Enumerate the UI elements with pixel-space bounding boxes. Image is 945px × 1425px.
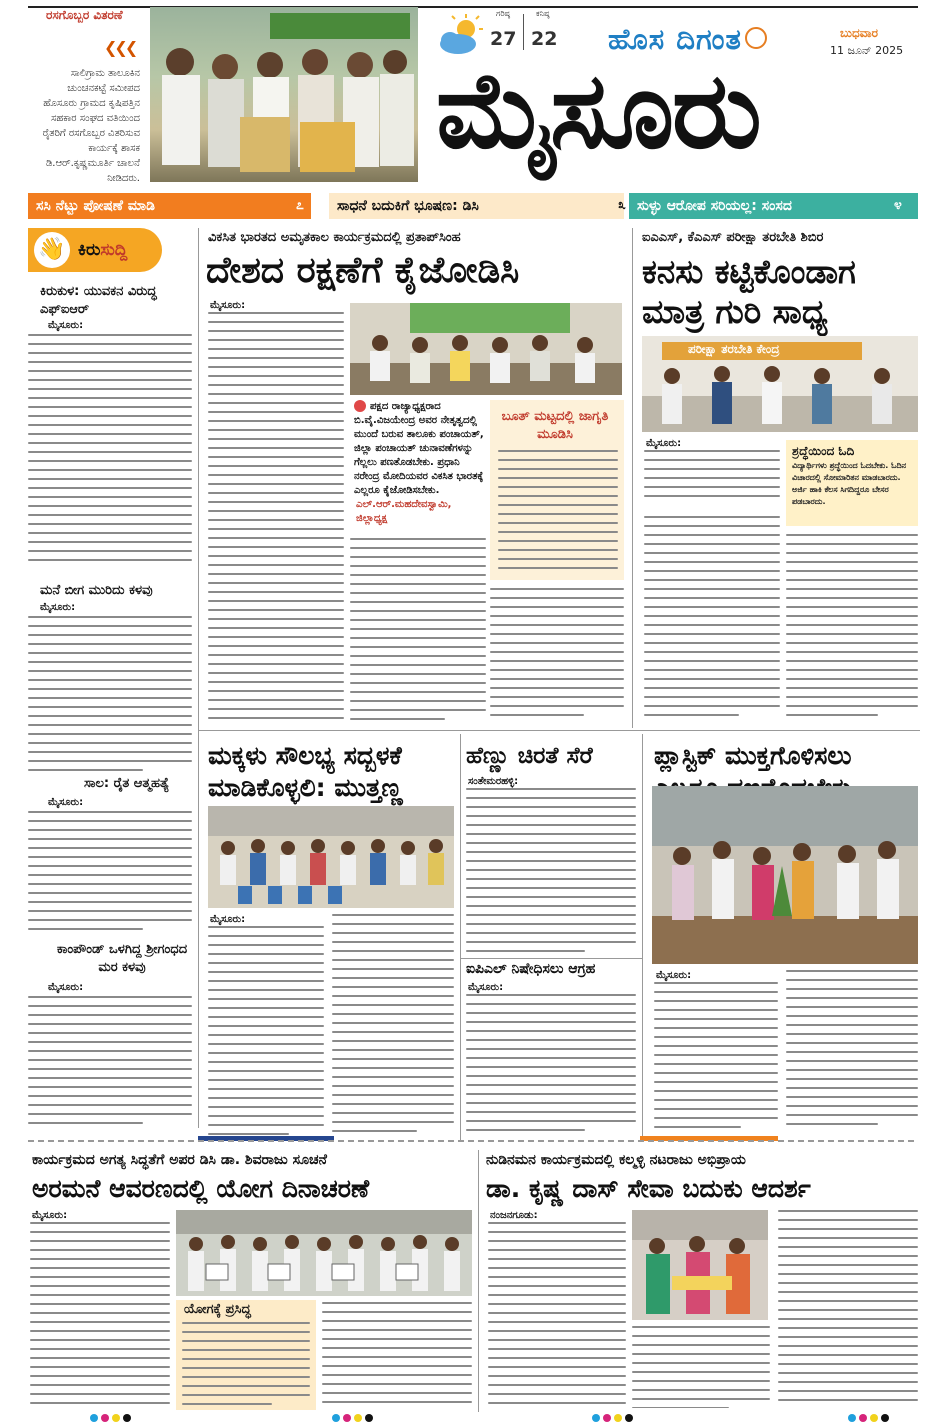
makkalu-body-col2 [332, 914, 454, 1140]
plastic-body-col2 [786, 970, 918, 1128]
kirusuddi-title-b: ಸುದ್ದಿ [100, 240, 128, 260]
teaser-text: ಸಸಿ ನೆಟ್ಟು ಪೋಷಣೆ ಮಾಡಿ [36, 198, 155, 214]
makkalu-body-col1 [208, 926, 324, 1140]
lead-sidebar-body [498, 450, 618, 574]
registration-marks [332, 1414, 373, 1422]
ias-box-head: ಶ್ರದ್ಧೆಯಿಂದ ಓದಿ [792, 444, 855, 458]
lead-sidebar-head: ಬೂತ್ ಮಟ್ಟದಲ್ಲಿ ಜಾಗೃತಿ ಮೂಡಿಸಿ [501, 409, 609, 442]
kirusuddi-title-a: ಕಿರು [78, 240, 101, 260]
teaser-item[interactable] [28, 193, 311, 219]
kirusuddi-dateline: ಮೈಸೂರು: [48, 320, 84, 331]
krishna-photo [632, 1210, 768, 1320]
kirusuddi-item-head: ಕಿರುಕುಳ: ಯುವಕನ ವಿರುದ್ಧ ಎಫ್‌ಐಆರ್ [40, 284, 157, 317]
teaser-text: ಸುಳ್ಳು ಆರೋಪ ಸರಿಯಲ್ಲ: ಸಂಸದ [637, 198, 792, 214]
lead-photo [350, 303, 622, 395]
hennu-headline: ಹೆಣ್ಣು ಚಿರತೆ ಸೆರೆ [466, 743, 593, 769]
lead-body-col2 [350, 538, 486, 726]
makkalu-photo [208, 806, 454, 908]
lead-kicker: ವಿಕಸಿತ ಭಾರತದ ಅಮೃತಕಾಲ ಕಾರ್ಯಕ್ರಮದಲ್ಲಿ ಪ್ರತಾಪ್‌ಸಿಂಹ [208, 230, 461, 245]
kirusuddi-body [28, 334, 192, 566]
krishna-body-col2 [632, 1326, 770, 1408]
yoga-box-body [182, 1322, 310, 1406]
kirusuddi-title [78, 240, 127, 260]
kirusuddi-body [28, 616, 192, 771]
krishna-body-col3 [778, 1210, 918, 1408]
krishna-body-col1 [488, 1222, 626, 1408]
teaser-page: ೭ [296, 197, 304, 213]
ias-headline: ಕನಸು ಕಟ್ಟಿಕೊಂಡಾಗ ಮಾತ್ರ ಗುರಿ ಸಾಧ್ಯ [642, 252, 856, 331]
kirusuddi-dateline: ಮೈಸೂರು: [48, 982, 84, 993]
column-rule [460, 734, 461, 1140]
plastic-dateline: ಮೈಸೂರು: [656, 970, 692, 981]
yoga-body-col1 [30, 1222, 170, 1408]
teaser-text: ಸಾಧನೆ ಬದುಕಿಗೆ ಭೂಷಣ: ಡಿಸಿ [337, 198, 479, 214]
brand-logo: ಹೊಸ ದಿಗಂತ [608, 22, 742, 56]
yoga-headline: ಅರಮನೆ ಆವರಣದಲ್ಲಿ ಯೋಗ ದಿನಾಚರಣೆ [32, 1174, 370, 1203]
ias-photo-banner: ಪರೀಕ್ಷಾ ತರಬೇತಿ ಕೇಂದ್ರ [688, 342, 780, 356]
ias-body-col2 [644, 516, 780, 726]
yoga-photo [176, 1210, 472, 1296]
section-rule [460, 958, 642, 959]
teaser-page: ೩ [618, 197, 626, 213]
kicker-arrows-icon: ❮❮❮ [104, 38, 136, 57]
masthead-kicker: ರಸಗೊಬ್ಬರ ವಿತರಣೆ [46, 8, 123, 22]
teaser-page: ೪ [894, 197, 902, 213]
issue-date: 11 ಜೂನ್ 2025 [830, 44, 904, 57]
krishna-dateline: ನಂಜನಗೂಡು: [490, 1210, 538, 1221]
column-rule [198, 228, 199, 1128]
registration-marks [90, 1414, 131, 1422]
ias-photo [642, 336, 918, 432]
ias-dateline: ಮೈಸೂರು: [646, 438, 682, 449]
lead-quote: ಪಕ್ಷದ ರಾಜ್ಯಾಧ್ಯಕ್ಷರಾದ ಬಿ.ವೈ.ವಿಜಯೇಂದ್ರ ಅವರ ನೇತೃತ್ವದಲ್ಲಿ ಮುಂದೆ ಬರುವ ತಾಲೂಕು ಪಂಚಾಯತ್, ಜಿಲ್ಲಾ ಪಂಚಾಯತ್ ಚುನಾವಣೆಗಳನ್ನು ಗೆಲ್ಲಲು ಪಣತೊಡಬೇಕು. ಪ್ರಧಾನಿ ನರೇಂದ್ರ ಮೋದಿಯವರ ವಿಕಸಿತ ಭಾರತಕ್ಕೆ ಎಲ್ಲರೂ ಕೈಜೋಡಿಸಬೇಕು. [354, 401, 484, 496]
kirusuddi-item-head: ಸಾಲ: ರೈತ ಆತ್ಮಹತ್ಯೆ [84, 776, 170, 791]
teaser-bar [28, 193, 918, 219]
lead-body-col3 [490, 588, 624, 726]
yoga-box-head: ಯೋಗಕ್ಕೆ ಪ್ರಸಿದ್ಧ [184, 1302, 251, 1317]
top-photo [150, 7, 418, 182]
lead-headline: ದೇಶದ ರಕ್ಷಣೆಗೆ ಕೈಜೋಡಿಸಿ [206, 250, 520, 291]
kirusuddi-dateline: ಮೈಸೂರು: [40, 602, 76, 613]
hennu-dateline: ಸಂತೇಮರಹಳ್ಳಿ: [468, 776, 519, 787]
issue-day: ಬುಧವಾರ [840, 26, 878, 40]
teaser-item[interactable] [629, 193, 918, 219]
makkalu-headline: ಮಕ್ಕಳು ಸೌಲಭ್ಯ ಸದ್ಬಳಕೆ ಮಾಡಿಕೊಳ್ಳಲಿ: ಮುತ್ತಣ್ಣ [208, 741, 403, 802]
yoga-body-col2 [322, 1302, 472, 1408]
kirusuddi-dateline: ಮೈಸೂರು: [48, 797, 84, 808]
ias-kicker: ಐಎಎಸ್, ಕೆಎಎಸ್ ಪರೀಕ್ಷಾ ತರಬೇತಿ ಶಿಬಿರ [642, 230, 824, 245]
weather-min-label: ಕನಿಷ್ಠ [536, 9, 550, 18]
plastic-photo [652, 786, 918, 964]
ias-box-text: ವಿದ್ಯಾರ್ಥಿಗಳು ಶ್ರದ್ಧೆಯಿಂದ ಓದಬೇಕು. ಓದಿನ ವಿಚಾರದಲ್ಲಿ ಸೋಮಾರಿತನ ಮಾಡಬಾರದು. ಅರ್ಜಿ ಹಾಕಿ ಕೆಲಸ ಸಿಗದಿದ್ದರೂ ಬೇಸರ ಪಡಬಾರದು. [792, 461, 907, 506]
ias-body-col3 [786, 534, 918, 726]
lead-quote-by: ಎಲ್.ಆರ್.ಮಹದೇವಸ್ವಾಮಿ, ಜಿಲ್ಲಾಧ್ಯಕ್ಷ [356, 499, 452, 524]
edition-title: ಮೈಸೂರು [436, 49, 760, 172]
kirusuddi-body [28, 811, 192, 931]
krishna-kicker: ನುಡಿನಮನ ಕಾರ್ಯಕ್ರಮದಲ್ಲಿ ಕಲ್ಮಳ್ಳಿ ನಟರಾಜು ಅಭಿಪ್ರಾಯ [486, 1152, 746, 1168]
krishna-headline: ಡಾ. ಕೃಷ್ಣ ದಾಸ್ ಸೇವಾ ಬದುಕು ಆದರ್ಶ [486, 1174, 811, 1203]
registration-marks [592, 1414, 633, 1422]
bottom-divider [28, 1140, 918, 1142]
makkalu-dateline: ಮೈಸೂರು: [210, 914, 246, 925]
yoga-kicker: ಕಾರ್ಯಕ್ರಮದ ಅಗತ್ಯ ಸಿದ್ಧತೆಗೆ ಅಪರ ಡಿಸಿ ಡಾ. ಶಿವರಾಜು ಸೂಚನೆ [32, 1152, 327, 1168]
lead-body-col1 [208, 312, 344, 726]
hand-icon: 👋 [34, 232, 70, 268]
ipl-headline: ಐಪಿಎಲ್ ನಿಷೇಧಿಸಲು ಆಗ್ರಹ [466, 961, 596, 977]
weather-max: 27 [490, 28, 517, 50]
plastic-body-col1 [654, 982, 778, 1128]
yoga-dateline: ಮೈಸೂರು: [32, 1210, 68, 1221]
weather-max-label: ಗರಿಷ್ಠ [496, 9, 510, 18]
column-rule [478, 1150, 479, 1412]
kirusuddi-body [28, 996, 192, 1126]
ias-body-col1 [644, 450, 780, 510]
ipl-dateline: ಮೈಸೂರು: [468, 982, 504, 993]
plastic-headline: ಪ್ಲಾಸ್ಟಿಕ್ ಮುಕ್ತಗೊಳಿಸಲು [654, 741, 852, 770]
weather-min: 22 [531, 28, 558, 50]
top-photo-caption: ಸಾಲಿಗ್ರಾಮ ತಾಲೂಕಿನ ಚುಂಚನಕಟ್ಟೆ ಸಮೀಪದ ಹೊಸೂರು ಗ್ರಾಮದ ಕೃಷಿಪತ್ತಿನ ಸಹಕಾರ ಸಂಘದ ವತಿಯಿಂದ ರೈತರಿಗೆ ರಸಗೊಬ್ಬರ ವಿತರಿಸುವ ಕಾರ್ಯಕ್ಕೆ ಶಾಸಕ ಡಿ.ಆರ್.ಕೃಷ್ಣಮೂರ್ತಿ ಚಾಲನೆ ನೀಡಿದರು. [42, 68, 140, 184]
column-rule [642, 734, 643, 1140]
kirusuddi-item-head: ಕಾಂಪೌಂಡ್ ಒಳಗಿದ್ದ ಶ್ರೀಗಂಧದ ಮರ ಕಳವು [56, 942, 188, 975]
column-rule [632, 228, 633, 728]
hennu-body [466, 788, 636, 954]
section-rule [198, 730, 920, 731]
registration-marks [848, 1414, 889, 1422]
lead-dateline: ಮೈಸೂರು: [210, 300, 246, 311]
teaser-item[interactable] [329, 193, 624, 219]
kirusuddi-item-head: ಮನೆ ಬೀಗ ಮುರಿದು ಕಳವು [40, 583, 153, 598]
ipl-body [466, 994, 636, 1134]
